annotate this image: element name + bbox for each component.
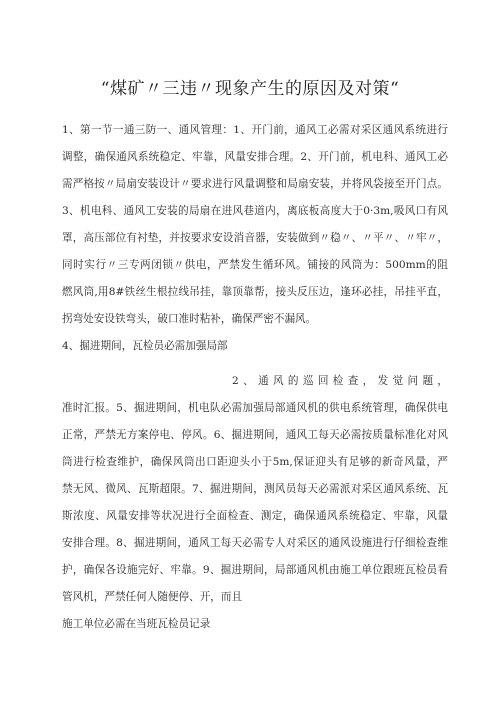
document-title: “煤矿〃三违〃现象产生的原因及对策“	[100, 79, 400, 99]
text-line: 1、第一节一通三防一、通风管理：1、开门前，通风工必需对采区通风系统进行	[62, 124, 448, 136]
text-line: 需严格按〃局扇安装设计〃要求进行风量调整和局扇安装，并将风袋接至开门点。	[62, 178, 448, 190]
text-line: 3、机电科、通风工安装的局扇在进风巷道内，离底板高度大于0·3m,吸风口有风	[62, 205, 448, 217]
text-line: 斯浓度、风量安排等状况进行全面检查、测定，确保通风系统稳定、牢靠，风量	[62, 510, 448, 522]
text-line: 拐弯处安设铁弯头，破口准时粘补，确保严密不漏风。	[62, 313, 317, 325]
text-line: 准时汇报。5、掘进期间，机电队必需加强局部通风机的供电系统管理，确保供电	[62, 402, 448, 414]
text-line: 管风机，严禁任何人随便停、开，而且	[62, 591, 243, 603]
text-line: 调整，确保通风系统稳定、牢靠，风量安排合理。2、开门前，机电科、通风工必	[62, 151, 448, 163]
text-line: 燃风筒,用8#铁丝生根拉线吊挂，靠顶靠帮，接头反压边，逢环必挂，吊挂平直，	[62, 286, 448, 298]
text-line: 4、掘进期间，瓦检员必需加强局部	[62, 340, 228, 352]
text-line: 罩，高压部位有衬垫，并按要求安设消音器，安装做到〃稳〃、〃平〃、〃牢〃，	[62, 232, 448, 244]
text-line: 护，确保各设施完好、牢靠。9、掘进期间，局部通风机由施工单位跟班瓦检员看	[62, 564, 448, 576]
text-line: 同时实行〃三专两闭锁〃供电，严禁发生循环风。铺接的风筒为：500mm的阻	[62, 259, 448, 271]
text-line: 正常，严禁无方案停电、停风。6、掘进期间，通风工每天必需按质量标准化对风	[62, 429, 448, 441]
text-line: 施工单位必需在当班瓦检员记录	[62, 618, 211, 630]
text-line: 安排合理。8、掘进期间，通风工每天必需专人对采区的通风设施进行仔细检查维	[62, 537, 448, 549]
text-line: 筒进行检查维护，确保风筒出口距迎头小于5m,保证迎头有足够的新奇风量，严	[62, 456, 448, 468]
text-line: 2、通风的巡回检查，发觉问题，	[232, 375, 448, 387]
text-line: 禁无风、微风、瓦斯超限。7、掘进期间，测风员每天必需派对采区通风系统、瓦	[62, 483, 448, 495]
